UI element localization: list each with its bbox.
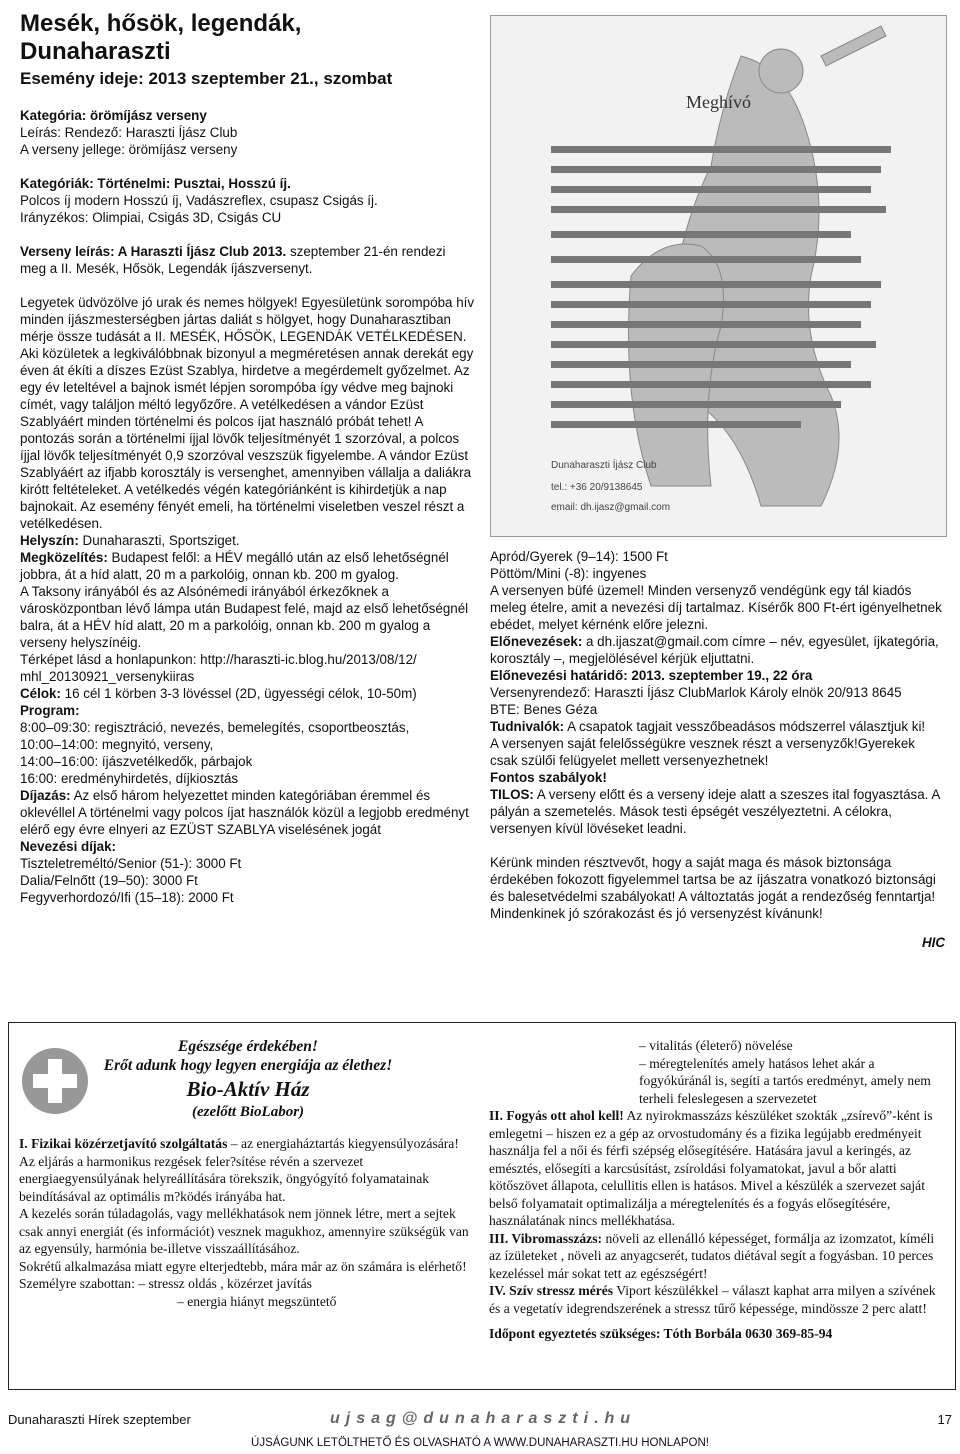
ad-slogan-1: Egészsége érdekében! [178, 1038, 318, 1055]
responsibility-paragraph: A versenyen saját felelősségükre vesznek részt a versenyzők!Gyerekek csak szülői felügyelet mellett versenyezhetnek! [490, 736, 915, 768]
service-3-text: növeli az ellenálló képességet, formálja az izomzatot, kíméli az ízületeket , növeli az anyagcserét, tudatos diétával segít a fogyásban. 10 perces kezeléssel már sokat tett az egészségért! [489, 1230, 935, 1281]
program-label: Program: [20, 703, 80, 718]
ad-paragraph: A kezelés során túladagolás, vagy mellékhatások nem jönnek létre, mert a sejtek csak annyi energiát (és információt) vesznek magukhoz, amennyire szükségük van az egyensúly, harmónia be-illetve visszaállításához. [19, 1206, 469, 1256]
page-number: 17 [937, 1412, 952, 1427]
fee-item: Apród/Gyerek (9–14): 1500 Ft [490, 549, 668, 564]
program-item: 8:00–09:30: regisztráció, nevezés, bemelegítés, csoportbeosztás, [20, 720, 410, 735]
service-4 [489, 1282, 945, 1317]
polcos-line: Polcos íj modern Hosszú íj, Vadászreflex, csupasz Csigás íj. [20, 193, 378, 208]
service-1-text: – az energiaháztartás kiegyensúlyozására! [227, 1136, 459, 1151]
category-line: Kategória: örömíjász verseny [20, 108, 207, 123]
service-1-label: I. Fizikai közérzetjavító szolgáltatás [19, 1136, 228, 1151]
description-line: Leírás: Rendező: Haraszti Íjász Club [20, 125, 238, 140]
ad-right-column [489, 1037, 945, 1343]
program-item: 10:00–14:00: megnyitó, verseny, [20, 737, 214, 752]
service-4-label: IV. Szív stressz mérés [489, 1283, 614, 1298]
tilos [490, 786, 945, 837]
advertisement-box [8, 1022, 956, 1390]
program-item: 14:00–16:00: íjászvetélkedők, párbajok [20, 754, 253, 769]
service-3 [489, 1230, 945, 1283]
footer-publication: Dunaharaszti Hírek szeptember [8, 1412, 191, 1427]
safety-paragraph: Kérünk minden résztvevőt, hogy a saját maga és mások biztonsága érdekében fokozott figyelemmel tartsa be az íjászatra vonatkozó biztonsági és balesetvédelmi szabályokat! A változtatás jogát a rendezőség fenntartja! Mindenkinek jó szórakozást és jó versenyzést kívánunk! [490, 855, 936, 921]
verseny-leiras [20, 243, 475, 277]
tilos-label: TILOS: [490, 787, 534, 802]
ad-left-column [19, 1037, 477, 1310]
page-footer [0, 1410, 960, 1434]
nature-line: A verseny jellege: örömíjász verseny [20, 142, 238, 157]
dijazas-text: Az első három helyezettet minden kategóriában éremmel és oklevéllel A történelmi vagy polcos íjat használók közül a legjobb eredményt elérő egy évre elnyeri az EZÜST SZABLYA viselésének jogát [20, 788, 469, 837]
bte-line: BTE: Benes Géza [490, 702, 598, 717]
tilos-text: A verseny előtt és a verseny ideje alatt a szeszes ital fogyasztása. A pályán a szemetelés. Mások testi épségét veszélyeztetni. A célokra, versenyen kívül lövéseket leadni. [490, 787, 940, 836]
tudnivalok-text: A csapatok tagjait vesszőbeadásos módszerrel választjuk ki! [564, 719, 926, 734]
event-article [20, 10, 475, 906]
appointment-line: Időpont egyeztetés szükséges: Tóth Borbála 0630 369-85-94 [489, 1326, 833, 1341]
tudnivalok-label: Tudnivalók: [490, 719, 565, 734]
ad-paragraph: – energia hiányt megszüntető [177, 1293, 337, 1309]
fee-item: Fegyverhordozó/Ifi (15–18): 2000 Ft [20, 890, 234, 905]
map-link: Térképet lásd a honlapunkon: http://haraszti-ic.blog.hu/2013/08/12/ mhl_20130921_versenykiiras [20, 652, 417, 684]
ad-slogan-2: Erőt adunk hogy legyen energiája az élethez! [103, 1057, 393, 1074]
invitation-illustration [491, 16, 946, 536]
footer-website-note: ÚJSÁGUNK LETÖLTHETŐ ÉS OLVASHATÓ A WWW.DUNAHARASZTI.HU HONLAPON! [251, 1437, 709, 1449]
ad-benefit: – vitalitás (életerő) növelése [639, 1038, 793, 1053]
service-1 [19, 1135, 477, 1153]
ad-benefit: – méregtelenítés amely hatásos lehet akár a fogyókúránál is, segíti a tartós eredményt, amely nem terheli feleslegesen a szervezetet [639, 1055, 931, 1106]
buffet-paragraph: A versenyen büfé üzemel! Minden versenyző vendégünk egy tál kiadós meleg ételre, amit a nevezési díj tartalmaz. Kísérők 800 Ft-ért igényelhetnek ebédet, melyet kérnénk előre jelezni. [490, 583, 942, 632]
ad-paragraph: Személyre szabottan: – stressz oldás , közérzet javítás [19, 1276, 312, 1291]
megkozelites-label: Megközelítés: [20, 550, 108, 565]
program-item: 16:00: eredményhirdetés, díjkiosztás [20, 771, 239, 786]
hatarido-label: Előnevezési határidő: 2013. szeptember 19. [490, 668, 766, 683]
service-2 [489, 1107, 945, 1230]
signature: HIC [921, 935, 945, 950]
invitation-tel: tel.: +36 20/9138645 [551, 482, 643, 493]
megkozelites [20, 549, 475, 583]
taksony-paragraph: A Taksony irányából és az Alsónémedi irányából érkezőknek a városközpontban lévő lámpa után Budapest felé, majd az első lehetőségnél balra, át a HÉV híd alatt, 20 m a parkolóig, onnan kb. 200 m gyalog a verseny helyszínéig. [20, 584, 469, 650]
organizer-line: Versenyrendező: Haraszti Íjász ClubMarlok Károly elnök 20/913 8645 [490, 685, 902, 700]
event-article-continued [490, 548, 945, 951]
elonevezes [490, 633, 945, 667]
dijazas [20, 787, 475, 838]
invitation-email: email: dh.ijasz@gmail.com [551, 502, 671, 513]
celok-text: 16 cél 1 körben 3-3 lövéssel (2D, ügyességi célok, 10-50m) [60, 686, 417, 701]
footer-email: ujsag@dunaharaszti.hu [330, 1410, 637, 1427]
ad-brand-former: (ezelőtt BioLabor) [191, 1104, 305, 1120]
categories-line: Kategóriák: Történelmi: Pusztai, Hosszú íj. [20, 176, 291, 191]
elonevezes-text: a dh.ijaszat@gmail.com címre – név, egyesület, íjkategória, korosztály –, megjelölésével kérjük eljuttatni. [490, 634, 939, 666]
helyszin [20, 532, 475, 549]
fee-item: Dalia/Felnőtt (19–50): 3000 Ft [20, 873, 198, 888]
ad-paragraph: Az eljárás a harmonikus rezgések feler?sítése révén a szervezet energiaegyensúlyának helyreállítására törekszik, öngyógyító folyamatainak beindításával az optimális m?ködés irányába hat. [19, 1153, 430, 1204]
helyszin-label: Helyszín: [20, 533, 79, 548]
service-2-text: Az nyirokmasszázs készüléket szokták „zsírevő”-ként is emlegetni – hiszen ez a gép az orvostudomány és a fizika legújabb eredményeit használja fel a női és férfi szépség elősegítésére. Hatására javul a keringés, az emésztés, elősegíti a karcsúsítást, zsíroldási folyamatokat, javul a bőr alatti kötőszövet állapota, celullitis ellen is hatásos. Mivel a készülék a szervezet saját belső folyamatait optimalizálja a méregtelenítés és a fogyás elősegítésére, használatának nincs mellékhatása. [489, 1108, 933, 1228]
hatarido [490, 667, 945, 684]
service-4-text: Viport készülékkel – választ kaphat arra milyen a szívének és a vegetatív idegrendszerének a stressz tűrő képessége, mindössze 2 perc alatt! [489, 1283, 936, 1316]
service-3-label: III. Vibromasszázs: [489, 1230, 603, 1246]
elonevezes-label: Előnevezések: [490, 634, 583, 649]
article-title-line1: Mesék, hősök, legendák, [20, 10, 302, 37]
invitation-poster [490, 15, 947, 537]
rules-heading: Fontos szabályok! [490, 770, 607, 785]
fee-item: Pöttöm/Mini (-8): ingyenes [490, 566, 647, 581]
dijazas-label: Díjazás: [20, 788, 71, 803]
celok-label: Célok: [20, 686, 61, 701]
celok [20, 685, 475, 702]
hatarido-time: , 22 óra [765, 668, 813, 683]
fee-item: Tiszteletreméltó/Senior (51-): 3000 Ft [20, 856, 242, 871]
invitation-club: Dunaharaszti Íjász Club [551, 460, 657, 471]
helyszin-text: Dunaharaszti, Sportsziget. [78, 533, 240, 548]
article-title-line2: Dunaharaszti [20, 38, 171, 65]
service-2-label: II. Fogyás ott ahol kell! [489, 1108, 624, 1123]
silver-sabre-paragraph: Aki közületek a legkiválóbbnak bizonyul a megméretésen annak derekát egy éven át ékíti a díszes Ezüst Szablya, hirdetve a megérdemelt győzelmet. Az egy év leteltével a bajnok ismét lépjen sorompóba így védve meg bajnoki címét, vagy találjon méltó legyőzőre. A vetélkedésen a vándor Ezüst Szablyáért minden történelmi és polcos íjat használó próbát tehet! A pontozás során a történelmi íjjal lövők teljesítményét 1 szorzóval, a polcos íjjal lövők teljesítményét 0,9 szorzóval veszszük figyelembe. A vándor Ezüst Szablyáért az ifjabb korosztály is versenghet, amennyiben vállalja a daliákra kirótt feltételeket. A vetélkedés végén kategóriánként is kihirdetjük a nap bajnokait. Az esemény fényét emeli, ha történelmi viseletben veszel részt a vetélkedésen. [20, 346, 474, 531]
invitation-heading: Meghívó [686, 92, 751, 112]
verseny-leiras-text: szeptember 21-én rendezi meg a II. Mesék, Hősök, Legendák íjászversenyt. [20, 244, 446, 276]
verseny-leiras-label: Verseny leírás: A Haraszti Íjász Club 2013. [20, 244, 287, 259]
welcome-paragraph: Legyetek üdvözölve jó urak és nemes hölgyek! Egyesületünk sorompóba hív minden íjászmesterségben jártas daliát s hölgyet, hogy Dunaharasztiban mérje össze tudását a II. MESÉK, HŐSÖK, LEGENDÁK VETÉLKEDÉSEN. [20, 295, 475, 344]
iranyzekos-line: Irányzékos: Olimpiai, Csigás 3D, Csigás CU [20, 210, 282, 225]
ad-paragraph: Sokrétű alkalmazása miatt egyre elterjedtebb, mára már az ön számára is elérhető! [19, 1258, 467, 1274]
event-date: Esemény ideje: 2013 szeptember 21., szombat [20, 69, 393, 88]
ad-brand-name: Bio-Aktív Ház [186, 1077, 310, 1101]
megkozelites-text: Budapest felől: a HÉV megálló után az első lehetőségnél jobbra, át a híd alatt, 20 m a parkolóig, onnan kb. 200 m gyalog. [20, 550, 449, 582]
tudnivalok [490, 718, 945, 735]
nevezesi-dijak-label: Nevezési díjak: [20, 839, 117, 854]
